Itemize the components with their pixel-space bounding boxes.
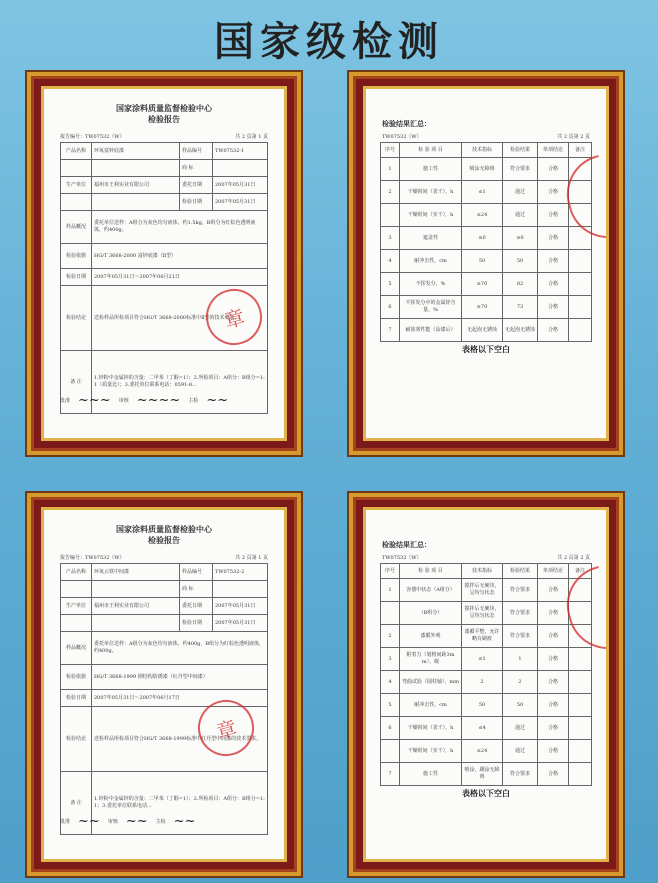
table-cell: 合格 [538, 694, 569, 717]
table-cell [381, 204, 400, 227]
table-cell: 不挥发分，% [400, 273, 462, 296]
table-row [61, 598, 268, 615]
table-cell: 施工性 [400, 763, 462, 786]
row-key2: 检验日期 [180, 194, 213, 211]
table-cell: 2 [503, 671, 538, 694]
table-cell [569, 694, 592, 717]
table-row [381, 602, 592, 625]
table-cell: 5 [381, 273, 400, 296]
table-row [381, 740, 592, 763]
table-cell: 6 [381, 717, 400, 740]
row-key2: 检验日期 [180, 615, 213, 632]
table-row [381, 579, 592, 602]
table-cell: 搅拌后无硬块，呈均匀状态 [462, 602, 503, 625]
table-cell: 符合要求 [503, 625, 538, 648]
empty-note: 表格以下空白 [462, 344, 510, 354]
table-cell: 合格 [538, 250, 569, 273]
approve-label: 批准 [60, 819, 71, 825]
table-row [381, 227, 592, 250]
table-row [381, 717, 592, 740]
table-cell: 1 [503, 648, 538, 671]
row-value: 福州市王利实业有限公司 [92, 177, 180, 194]
report-document-1 [41, 86, 287, 441]
table-row [61, 177, 268, 194]
table-cell: 符合要求 [503, 763, 538, 786]
report-document-2 [41, 507, 287, 862]
table-cell [381, 740, 400, 763]
table-cell: 50 [503, 250, 538, 273]
table-cell: 通过 [503, 204, 538, 227]
table-cell [569, 648, 592, 671]
table-cell: 合格 [538, 625, 569, 648]
row-value2 [213, 581, 268, 598]
table-cell: 4 [381, 671, 400, 694]
red-seal-icon: 章 [200, 283, 269, 352]
certificate-frame-4 [349, 493, 623, 876]
table-cell: 通过 [503, 717, 538, 740]
row-label: 检验结论 [61, 707, 92, 772]
report-table [60, 563, 268, 835]
signature-approve: ~~ [78, 814, 100, 829]
row-label: 检验结论 [61, 286, 92, 351]
table-cell: 合格 [538, 227, 569, 250]
table-cell: 合格 [538, 602, 569, 625]
table-cell: 3 [381, 648, 400, 671]
approve-label: 批准 [60, 398, 71, 404]
table-cell: 容器中状态（A组分） [400, 579, 462, 602]
certificate-frame-3 [27, 493, 301, 876]
row-key2: 商 标 [180, 581, 213, 598]
table-row [381, 694, 592, 717]
table-cell: 合格 [538, 717, 569, 740]
table-row [381, 158, 592, 181]
table-cell: 2 [381, 625, 400, 648]
table-cell: 2 [462, 671, 503, 694]
row-value: 环氧云铁中间漆 [92, 564, 180, 581]
table-cell: 漆膜平整，允许略有刷痕 [462, 625, 503, 648]
row-value: 委托单位送样：A组分为灰色均匀液体，约400g，B组分为红棕色透明液体，约400g。 [92, 632, 268, 665]
table-cell [569, 319, 592, 342]
column-header: 序号 [381, 143, 400, 158]
column-header: 检验结果 [503, 564, 538, 579]
report-org: 国家涂料质量监督检验中心 [116, 524, 212, 534]
signature-review: ~~~~ [136, 393, 181, 408]
row-value2: 2007年05月31日 [213, 615, 268, 632]
table-cell: 合格 [538, 671, 569, 694]
table-cell: 合格 [538, 740, 569, 763]
table-cell: ≥0 [503, 227, 538, 250]
table-row [61, 665, 268, 690]
row-key2: 商 标 [180, 160, 213, 177]
report-doc-title: 检验报告 [148, 535, 180, 545]
column-header: 单项结论 [538, 143, 569, 158]
column-header: 单项结论 [538, 564, 569, 579]
report-doc-title: 检验报告 [148, 114, 180, 124]
empty-note: 表格以下空白 [462, 788, 510, 798]
table-cell: ≤1 [462, 648, 503, 671]
row-value [92, 581, 180, 598]
row-key2: 委托日期 [180, 598, 213, 615]
row-label: 产品名称 [61, 564, 92, 581]
row-label: 样品概况 [61, 211, 92, 244]
table-cell: 50 [503, 694, 538, 717]
table-cell [569, 763, 592, 786]
table-cell: 无起泡无锈蚀 [462, 319, 503, 342]
row-value2: TW07532-2 [213, 564, 268, 581]
table-row [381, 273, 592, 296]
table-row [61, 143, 268, 160]
table-cell: 漆膜外观 [400, 625, 462, 648]
table-cell: 干燥时间（表干），h [400, 181, 462, 204]
row-label: 备 注 [61, 772, 92, 835]
table-cell: 82 [503, 273, 538, 296]
row-value2: 2007年05月31日 [213, 194, 268, 211]
column-header: 备注 [569, 143, 592, 158]
row-label: 生产单位 [61, 598, 92, 615]
table-cell: 1 [381, 579, 400, 602]
table-cell: 搅拌后无硬块，呈均匀状态 [462, 579, 503, 602]
main-label: 主检 [188, 398, 199, 404]
row-value [92, 160, 180, 177]
report-page: 共 2 页第 1 页 [235, 134, 268, 140]
signature-approve: ~~~ [78, 393, 111, 408]
table-cell: 符合要求 [503, 602, 538, 625]
row-value: HG/T 3668-1999 钢结构防锈漆（红丹型中间漆） [92, 665, 268, 690]
table-cell: 符合要求 [503, 579, 538, 602]
row-label [61, 194, 92, 211]
table-row [381, 296, 592, 319]
column-header: 检验结果 [503, 143, 538, 158]
results-page: 共 2 页第 2 页 [557, 555, 590, 561]
row-label: 检验依据 [61, 665, 92, 690]
report-table [60, 142, 268, 414]
table-header-row [381, 564, 592, 579]
table-cell: 合格 [538, 204, 569, 227]
results-title: 检验结果汇总： [382, 540, 431, 549]
table-cell: ≥70 [462, 296, 503, 319]
row-value2: TW07532-1 [213, 143, 268, 160]
table-row [61, 244, 268, 269]
table-cell: 喷涂无障碍 [462, 158, 503, 181]
table-row [381, 181, 592, 204]
table-cell: 符合要求 [503, 158, 538, 181]
results-table [380, 142, 592, 342]
report-org: 国家涂料质量监督检验中心 [116, 103, 212, 113]
table-cell: 6 [381, 296, 400, 319]
table-cell: 无起泡无锈蚀 [503, 319, 538, 342]
row-key2: 样品编号 [180, 143, 213, 160]
table-row [61, 581, 268, 598]
table-cell: （B组分） [400, 602, 462, 625]
table-cell: 合格 [538, 273, 569, 296]
table-row [381, 763, 592, 786]
table-row [381, 671, 592, 694]
row-value2 [213, 160, 268, 177]
results-page: 共 2 页第 2 页 [557, 134, 590, 140]
table-cell: 合格 [538, 181, 569, 204]
row-label: 检验日期 [61, 269, 92, 286]
row-value: HG/T 3668-2000 富锌底漆（Ⅱ型） [92, 244, 268, 269]
row-label [61, 615, 92, 632]
row-label [61, 581, 92, 598]
table-cell: ≥0 [462, 227, 503, 250]
table-cell [569, 273, 592, 296]
row-value [92, 194, 180, 211]
table-cell: 弯曲试验（圆柱轴），mm [400, 671, 462, 694]
table-cell: 合格 [538, 296, 569, 319]
report-number: 报告编号：TW07532（W） [60, 555, 125, 561]
report-page: 共 2 页第 1 页 [235, 555, 268, 561]
row-value: 1.锌粉中金属锌的含量：二甲苯（丁醇=1）；2.所检项目：A组分：B组分=1:1（质量比）；3.委托单位联系电话：0591-8... [92, 351, 268, 414]
row-value2: 2007年05月31日 [213, 598, 268, 615]
row-label: 产品名称 [61, 143, 92, 160]
table-cell: 附着力（划格间距3mm），级 [400, 648, 462, 671]
results-report-number: TW07532（W） [382, 555, 422, 561]
table-row [381, 648, 592, 671]
row-value: 2007年05月31日～2007年06月21日 [92, 269, 268, 286]
table-cell: 不挥发分中的金属锌含量，% [400, 296, 462, 319]
results-document-2 [363, 507, 609, 862]
table-cell: 50 [462, 694, 503, 717]
signature-main: ~~ [173, 814, 196, 829]
table-cell: 合格 [538, 158, 569, 181]
table-cell: 73 [503, 296, 538, 319]
row-value: 委托单位送样：A组分为灰色均匀液体，约1.5kg，B组分为红棕色透明液体，约400g。 [92, 211, 268, 244]
table-cell [569, 671, 592, 694]
table-cell: 合格 [538, 648, 569, 671]
table-cell: ≤24 [462, 204, 503, 227]
row-key2: 样品编号 [180, 564, 213, 581]
row-label: 备 注 [61, 351, 92, 414]
table-cell: 干燥时间（实干），h [400, 740, 462, 763]
column-header: 技术指标 [462, 564, 503, 579]
table-row [381, 204, 592, 227]
row-value: 1.锌粉中金属锌的含量：二甲苯（丁醇=1）；2.所检项目：A组分：B组分=1:1；3.委托单位联系电话... [92, 772, 268, 835]
table-cell: 干燥时间（实干），h [400, 204, 462, 227]
table-row [61, 632, 268, 665]
row-value: 环氧富锌底漆 [92, 143, 180, 160]
table-cell: 遮盖性 [400, 227, 462, 250]
results-document-1 [363, 86, 609, 441]
table-cell: 通过 [503, 740, 538, 763]
row-value [92, 615, 180, 632]
table-cell: ≤1 [462, 181, 503, 204]
table-cell: 合格 [538, 763, 569, 786]
row-label: 样品概况 [61, 632, 92, 665]
table-row [61, 211, 268, 244]
table-cell: 耐冲击性，cm [400, 694, 462, 717]
table-cell: ≥70 [462, 273, 503, 296]
table-cell: 合格 [538, 579, 569, 602]
row-value: 送检样品所检项目符合HG/T 3668-2000标准中Ⅱ型的技术要求。 [92, 286, 268, 351]
table-cell: 50 [462, 250, 503, 273]
row-label [61, 160, 92, 177]
row-value: 2007年05月31日～2007年06月17日 [92, 690, 268, 707]
table-row [61, 269, 268, 286]
table-cell: 4 [381, 250, 400, 273]
certificate-frame-1 [27, 72, 301, 455]
signature-review: ~~ [125, 814, 148, 829]
table-cell [569, 740, 592, 763]
page-title: 国家级检测 [214, 19, 444, 65]
certificate-frame-2 [349, 72, 623, 455]
table-cell: 耐盐雾性能（涂漆后） [400, 319, 462, 342]
table-cell [569, 717, 592, 740]
table-cell: ≤4 [462, 717, 503, 740]
table-cell: 干燥时间（表干），h [400, 717, 462, 740]
row-label: 检验日期 [61, 690, 92, 707]
signature-main: ~~ [206, 393, 229, 408]
table-header-row [381, 143, 592, 158]
red-seal-icon: 章 [192, 694, 261, 763]
table-cell: 2 [381, 181, 400, 204]
row-key2: 委托日期 [180, 177, 213, 194]
table-cell [569, 296, 592, 319]
table-cell: 喷涂，刷涂无障碍 [462, 763, 503, 786]
table-cell: 通过 [503, 181, 538, 204]
review-label: 审核 [107, 819, 118, 825]
table-cell [569, 250, 592, 273]
table-row [61, 564, 268, 581]
results-title: 检验结果汇总： [382, 119, 431, 128]
table-cell: 1 [381, 158, 400, 181]
main-label: 主检 [155, 819, 166, 825]
column-header: 检 验 项 目 [400, 564, 462, 579]
signature-row [60, 814, 268, 829]
row-value2: 2007年05月31日 [213, 177, 268, 194]
table-row [381, 319, 592, 342]
signature-row [60, 393, 268, 408]
report-number: 报告编号：TW07532（W） [60, 134, 125, 140]
table-cell: 施工性 [400, 158, 462, 181]
table-cell: 7 [381, 763, 400, 786]
table-cell: 5 [381, 694, 400, 717]
table-cell: ≤24 [462, 740, 503, 763]
column-header: 备注 [569, 564, 592, 579]
column-header: 序号 [381, 564, 400, 579]
table-row [61, 194, 268, 211]
row-label: 生产单位 [61, 177, 92, 194]
table-cell: 3 [381, 227, 400, 250]
column-header: 检 验 项 目 [400, 143, 462, 158]
table-row [381, 250, 592, 273]
results-table [380, 563, 592, 786]
row-value: 送检样品所检项目符合HG/T 3668-1999标准中红丹型中间漆的技术要求。 [92, 707, 268, 772]
table-row [61, 160, 268, 177]
row-label: 检验依据 [61, 244, 92, 269]
column-header: 技术指标 [462, 143, 503, 158]
table-row [61, 615, 268, 632]
results-report-number: TW07532（W） [382, 134, 422, 140]
table-cell [381, 602, 400, 625]
row-value: 福州市王利实业有限公司 [92, 598, 180, 615]
review-label: 审核 [118, 398, 129, 404]
table-cell: 耐冲击性，cm [400, 250, 462, 273]
table-cell: 7 [381, 319, 400, 342]
table-row [381, 625, 592, 648]
table-cell: 合格 [538, 319, 569, 342]
